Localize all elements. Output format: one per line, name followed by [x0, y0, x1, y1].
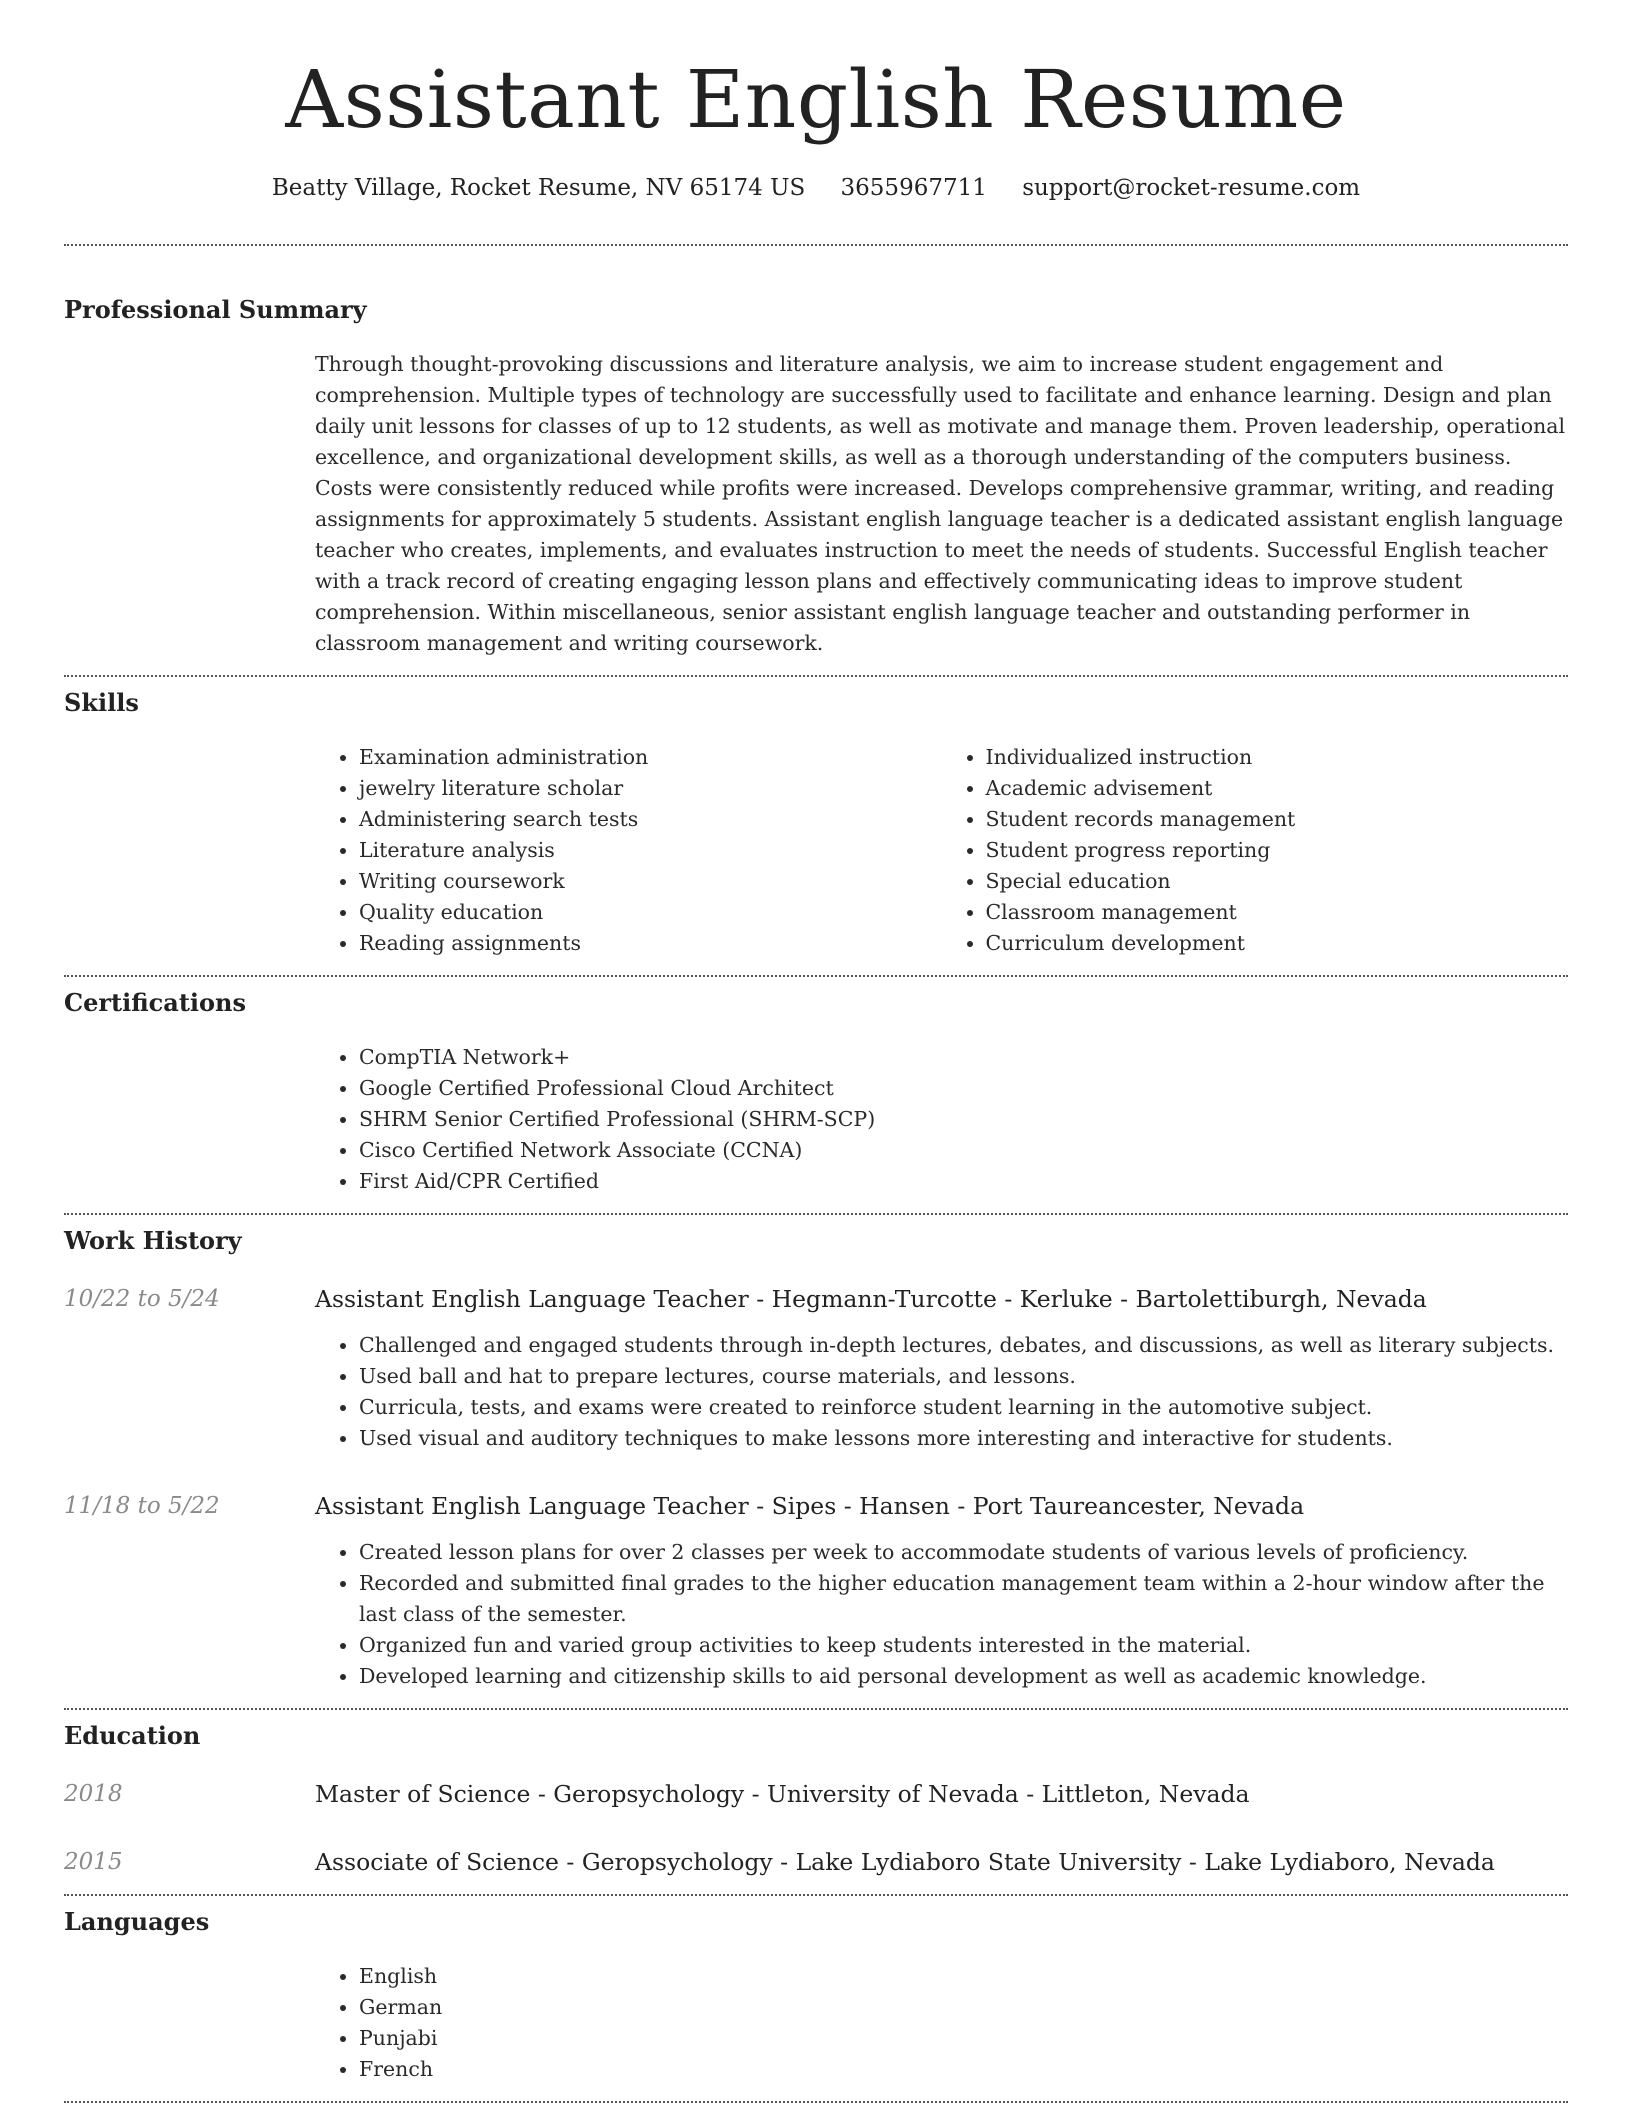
certification-item: • CompTIA Network+ [359, 1042, 1568, 1073]
skill-item: • Writing coursework [359, 866, 942, 897]
section-heading-work-history: Work History [64, 1226, 242, 1255]
skills-section [64, 677, 1568, 959]
contact-line [64, 172, 1568, 204]
education-entry [64, 1778, 1568, 1810]
certification-item: • First Aid/CPR Certified [359, 1166, 1568, 1197]
skill-item: • Examination administration [359, 742, 942, 773]
job-bullet: • Challenged and engaged students through in-depth lectures, debates, and discussions, as well as literary subjects. [359, 1330, 1568, 1361]
section-heading-skills: Skills [64, 688, 139, 717]
skill-item: • Administering search tests [359, 804, 942, 835]
skill-item: • Academic advisement [986, 773, 1569, 804]
language-item: • French [359, 2054, 1568, 2085]
skill-item: • Reading assignments [359, 928, 942, 959]
skill-item: • Student records management [986, 804, 1569, 835]
job-title: Assistant English Language Teacher - Sipes - Hansen - Port Taureancester, Nevada [315, 1492, 1305, 1520]
skill-item: • Student progress reporting [986, 835, 1569, 866]
skill-item: • Literature analysis [359, 835, 942, 866]
languages-section [64, 1896, 1568, 2085]
job-bullet: • Used visual and auditory techniques to make lessons more interesting and interactive for students. [359, 1423, 1568, 1454]
contact-address: Beatty Village, Rocket Resume, NV 65174 US [271, 175, 806, 201]
skills-list-right [942, 742, 1569, 959]
certification-item: • Google Certified Professional Cloud Architect [359, 1073, 1568, 1104]
job-title: Assistant English Language Teacher - Hegmann-Turcotte - Kerluke - Bartolettiburgh, Nevada [315, 1285, 1427, 1313]
job-bullet: • Recorded and submitted final grades to the higher education management team within a 2-hour window after the last class of the semester. [359, 1568, 1568, 1630]
contact-email: support@rocket-resume.com [1022, 175, 1361, 201]
divider [64, 2101, 1568, 2103]
resume-title: Assistant English Resume [285, 53, 1347, 146]
job-bullet: • Used ball and hat to prepare lectures, course materials, and lessons. [359, 1361, 1568, 1392]
skill-item: • jewelry literature scholar [359, 773, 942, 804]
language-item: • Punjabi [359, 2023, 1568, 2054]
certification-item: • Cisco Certified Network Associate (CCNA) [359, 1135, 1568, 1166]
job-bullet: • Developed learning and citizenship skills to aid personal development as well as academic knowledge. [359, 1661, 1568, 1692]
section-heading-certifications: Certifications [64, 988, 247, 1017]
language-item: • English [359, 1961, 1568, 1992]
section-heading-languages: Languages [64, 1907, 210, 1936]
education-title: Associate of Science - Geropsychology - Lake Lydiaboro State University - Lake Lydiaboro, Nevada [315, 1848, 1495, 1876]
certifications-section [64, 977, 1568, 1197]
job-bullets [315, 1537, 1568, 1692]
job-bullet: • Organized fun and varied group activities to keep students interested in the material. [359, 1630, 1568, 1661]
education-date: 2015 [64, 1849, 123, 1875]
skill-item: • Special education [986, 866, 1569, 897]
education-entry [64, 1846, 1568, 1878]
education-section [64, 1710, 1568, 1878]
resume-page [64, 0, 1568, 2103]
education-date: 2018 [64, 1781, 123, 1807]
job-bullets [315, 1330, 1568, 1454]
language-item: • German [359, 1992, 1568, 2023]
skill-item: • Individualized instruction [986, 742, 1569, 773]
section-heading-summary: Professional Summary [64, 295, 367, 324]
summary-text: Through thought-provoking discussions and literature analysis, we aim to increase student engagement and comprehension. Multiple types of technology are successfully used to facilitate and enhance learning. Design and plan daily unit lessons for classes of up to 12 students, as well as motivate and manage them. Proven leadership, operational excellence, and organizational development skills, as well as a thorough understanding of the computers business. Costs were consistently reduced while profits were increased. Develops comprehensive grammar, writing, and reading assignments for approximately 5 students. Assistant english language teacher is a dedicated assistant english language teacher who creates, implements, and evaluates instruction to meet the needs of students. Successful English teacher with a track record of creating engaging lesson plans and effectively communicating ideas to improve student comprehension. Within miscellaneous, senior assistant english language teacher and outstanding performer in classroom management and writing coursework. [315, 352, 1566, 655]
job-date: 10/22 to 5/24 [64, 1286, 220, 1312]
job-bullet: • Curricula, tests, and exams were created to reinforce student learning in the automotive subject. [359, 1392, 1568, 1423]
job-date: 11/18 to 5/22 [64, 1493, 220, 1519]
certifications-list [315, 1042, 1568, 1197]
job-entry [64, 1283, 1568, 1454]
section-heading-education: Education [64, 1721, 201, 1750]
job-bullet: • Created lesson plans for over 2 classes per week to accommodate students of various levels of proficiency. [359, 1537, 1568, 1568]
languages-list [315, 1961, 1568, 2085]
skill-item: • Curriculum development [986, 928, 1569, 959]
skill-item: • Quality education [359, 897, 942, 928]
skill-item: • Classroom management [986, 897, 1569, 928]
work-history-section [64, 1215, 1568, 1692]
certification-item: • SHRM Senior Certified Professional (SHRM-SCP) [359, 1104, 1568, 1135]
contact-phone: 3655967711 [840, 175, 987, 201]
education-title: Master of Science - Geropsychology - University of Nevada - Littleton, Nevada [315, 1780, 1250, 1808]
job-entry [64, 1490, 1568, 1692]
summary-section [64, 246, 1568, 659]
skills-list-left [315, 742, 942, 959]
